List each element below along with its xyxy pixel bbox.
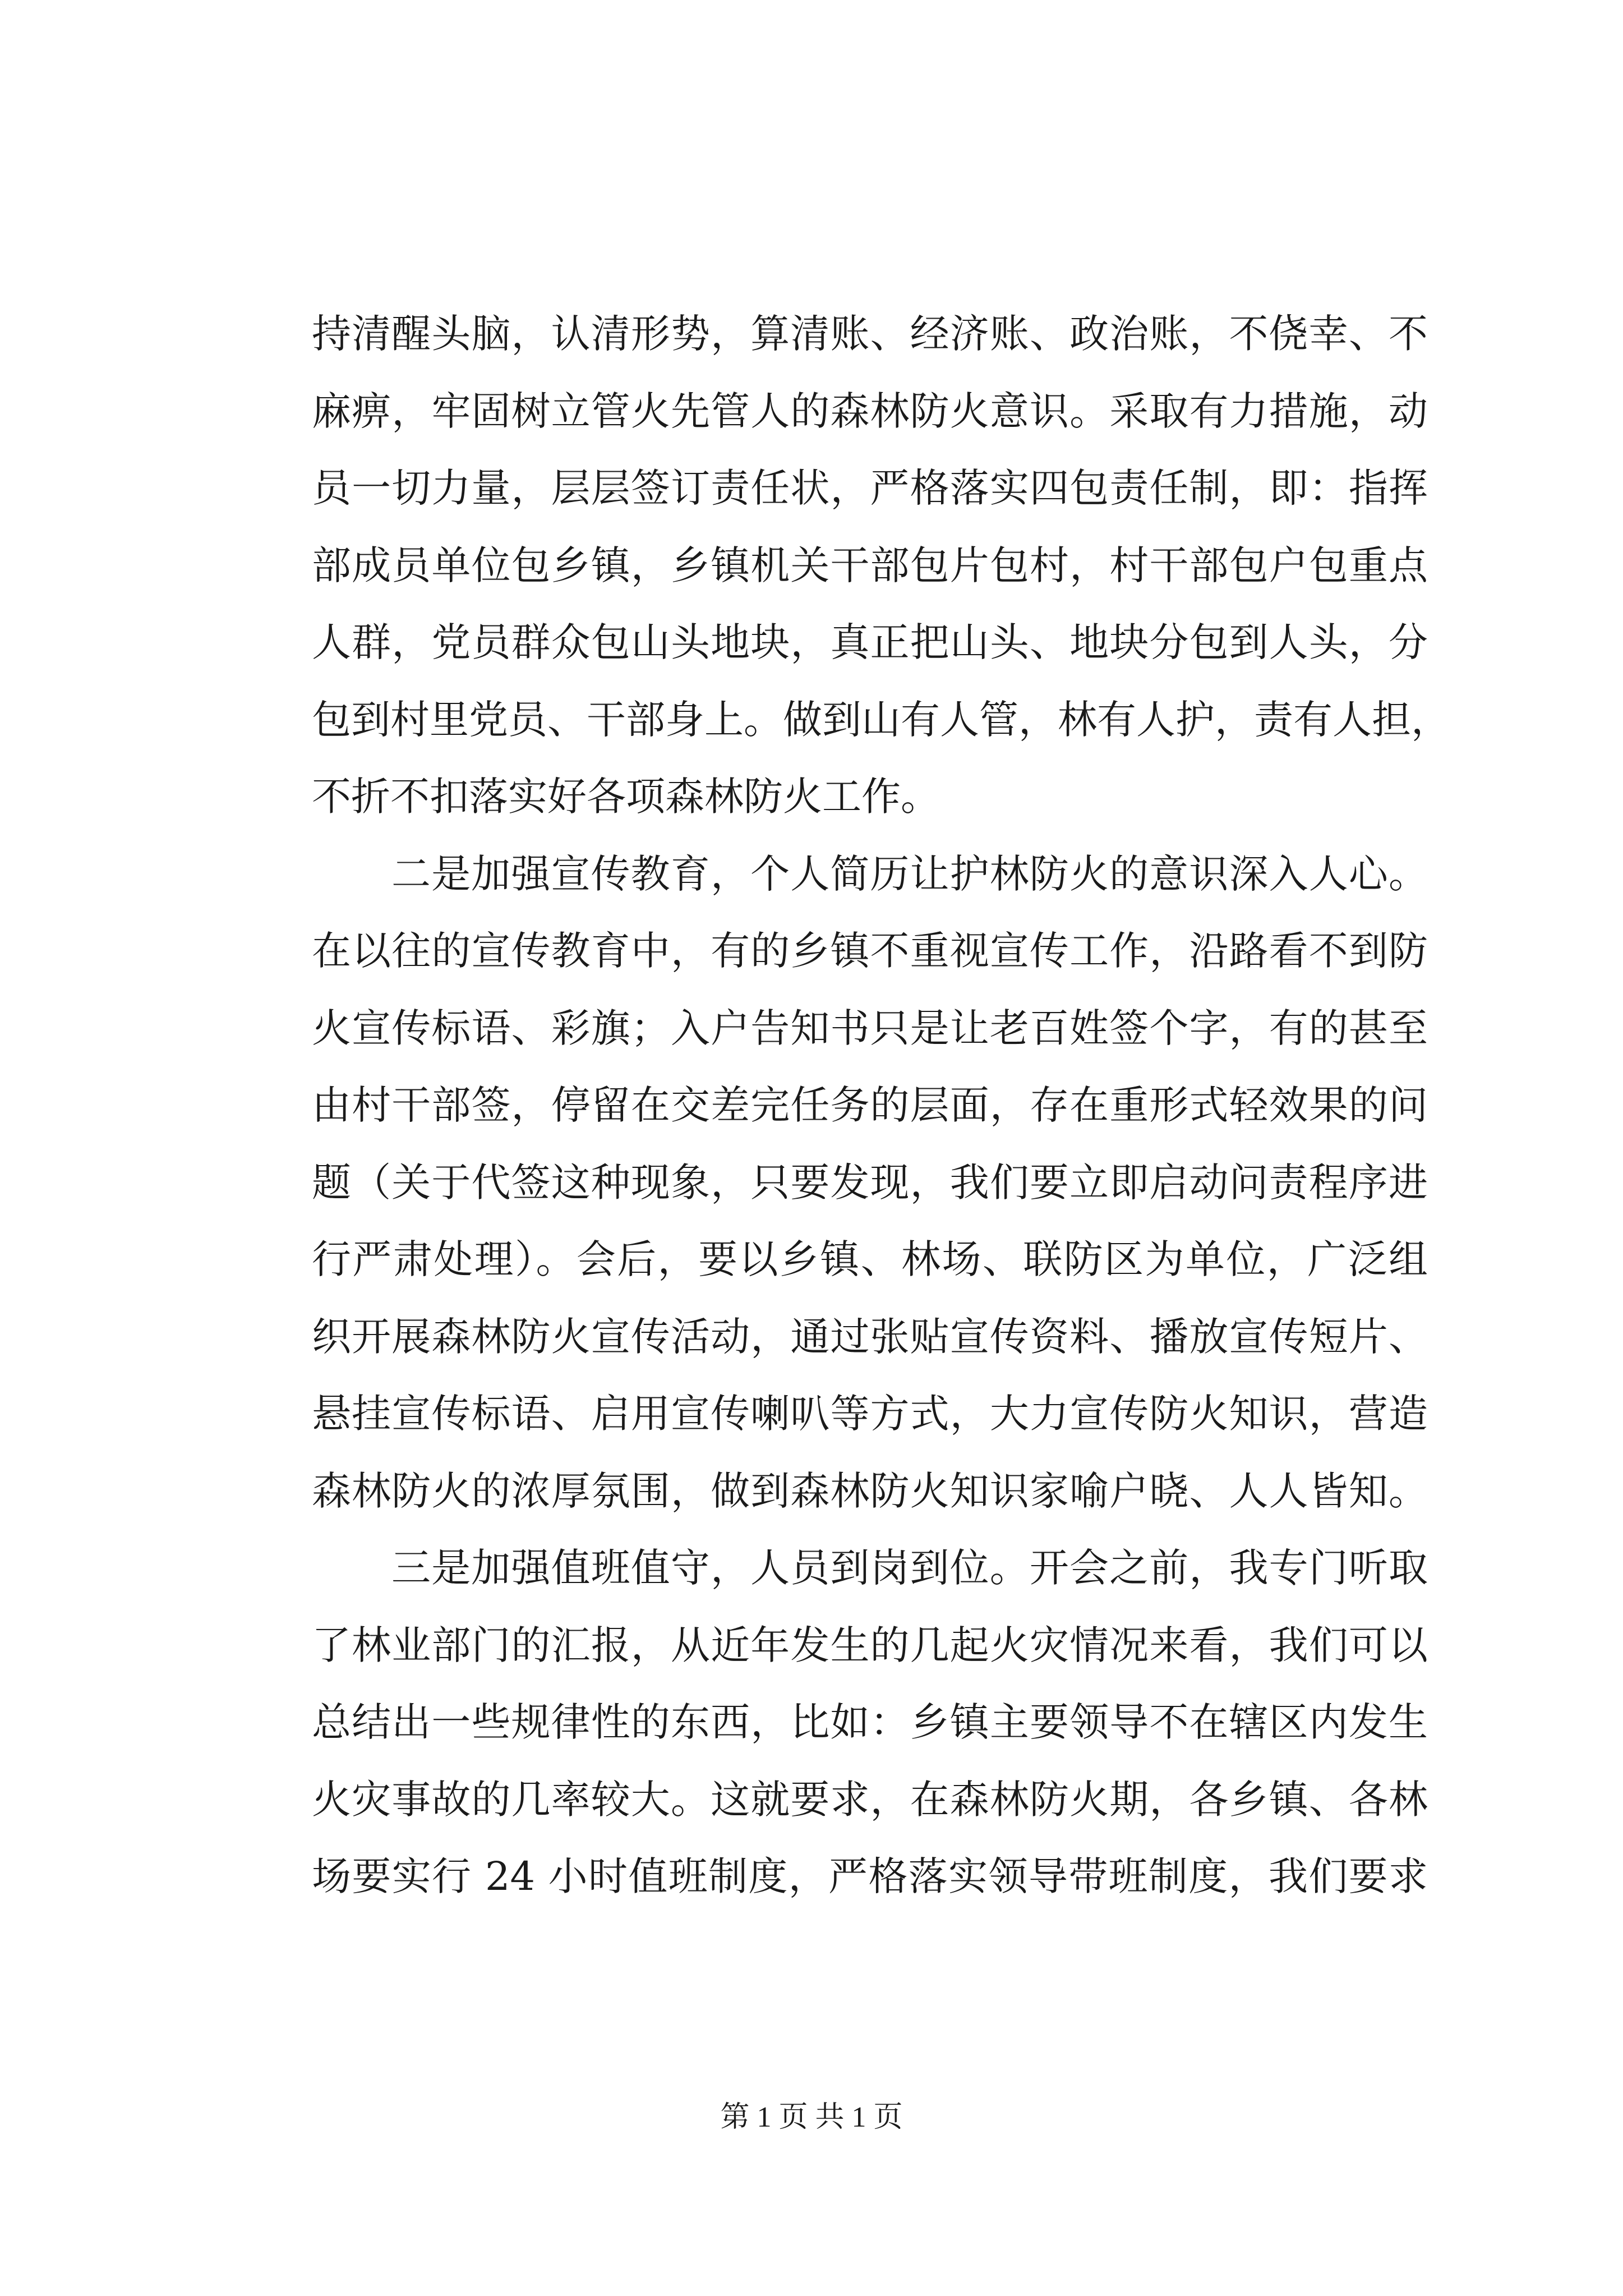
text-line: 不折不扣落实好各项森林防火工作。 bbox=[312, 774, 940, 820]
text-line: 织开展森林防火宣传活动，通过张贴宣传资料、播放宣传短片、 bbox=[312, 1313, 1428, 1360]
text-line: 人群，党员群众包山头地块，真正把山头、地块分包到人头，分 bbox=[312, 619, 1428, 665]
document-body bbox=[312, 296, 1450, 1916]
text-line: 持清醒头脑，认清形势，算清账、经济账、政治账，不侥幸、不 bbox=[312, 311, 1428, 357]
text-line: 总结出一些规律性的东西，比如：乡镇主要领导不在辖区内发生 bbox=[312, 1699, 1428, 1745]
text-line: 在以往的宣传教育中，有的乡镇不重视宣传工作，沿路看不到防 bbox=[312, 928, 1428, 974]
text-line: 麻痹，牢固树立管火先管人的森林防火意识。采取有力措施，动 bbox=[312, 388, 1428, 434]
page-number-footer: 第 1 页 共 1 页 bbox=[720, 2101, 903, 2133]
text-line: 由村干部签，停留在交差完任务的层面，存在重形式轻效果的问 bbox=[312, 1082, 1428, 1128]
text-line: 场要实行 24 小时值班制度，严格落实领导带班制度，我们要求 bbox=[312, 1853, 1428, 1899]
text-line: 悬挂宣传标语、启用宣传喇叭等方式，大力宣传防火知识，营造 bbox=[312, 1391, 1428, 1437]
text-line: 员一切力量，层层签订责任状，严格落实四包责任制，即：指挥 bbox=[312, 465, 1428, 511]
text-line: 森林防火的浓厚氛围，做到森林防火知识家喻户晓、人人皆知。 bbox=[312, 1467, 1428, 1514]
paragraph-first-line: 三是加强值班值守，人员到岗到位。开会之前，我专门听取 bbox=[391, 1545, 1428, 1591]
text-line: 包到村里党员、干部身上。做到山有人管，林有人护，责有人担， bbox=[312, 696, 1450, 743]
text-line: 题（关于代签这种现象，只要发现，我们要立即启动问责程序进 bbox=[312, 1159, 1428, 1205]
paragraph-first-line: 二是加强宣传教育，个人简历让护林防火的意识深入人心。 bbox=[391, 850, 1428, 897]
text-line: 部成员单位包乡镇，乡镇机关干部包片包村，村干部包户包重点 bbox=[312, 542, 1428, 588]
text-line: 火宣传标语、彩旗；入户告知书只是让老百姓签个字，有的甚至 bbox=[312, 1005, 1428, 1051]
text-line: 火灾事故的几率较大。这就要求，在森林防火期，各乡镇、各林 bbox=[312, 1776, 1428, 1823]
text-line: 行严肃处理）。会后，要以乡镇、林场、联防区为单位，广泛组 bbox=[312, 1236, 1428, 1282]
text-line: 了林业部门的汇报，从近年发生的几起火灾情况来看，我们可以 bbox=[312, 1622, 1428, 1668]
